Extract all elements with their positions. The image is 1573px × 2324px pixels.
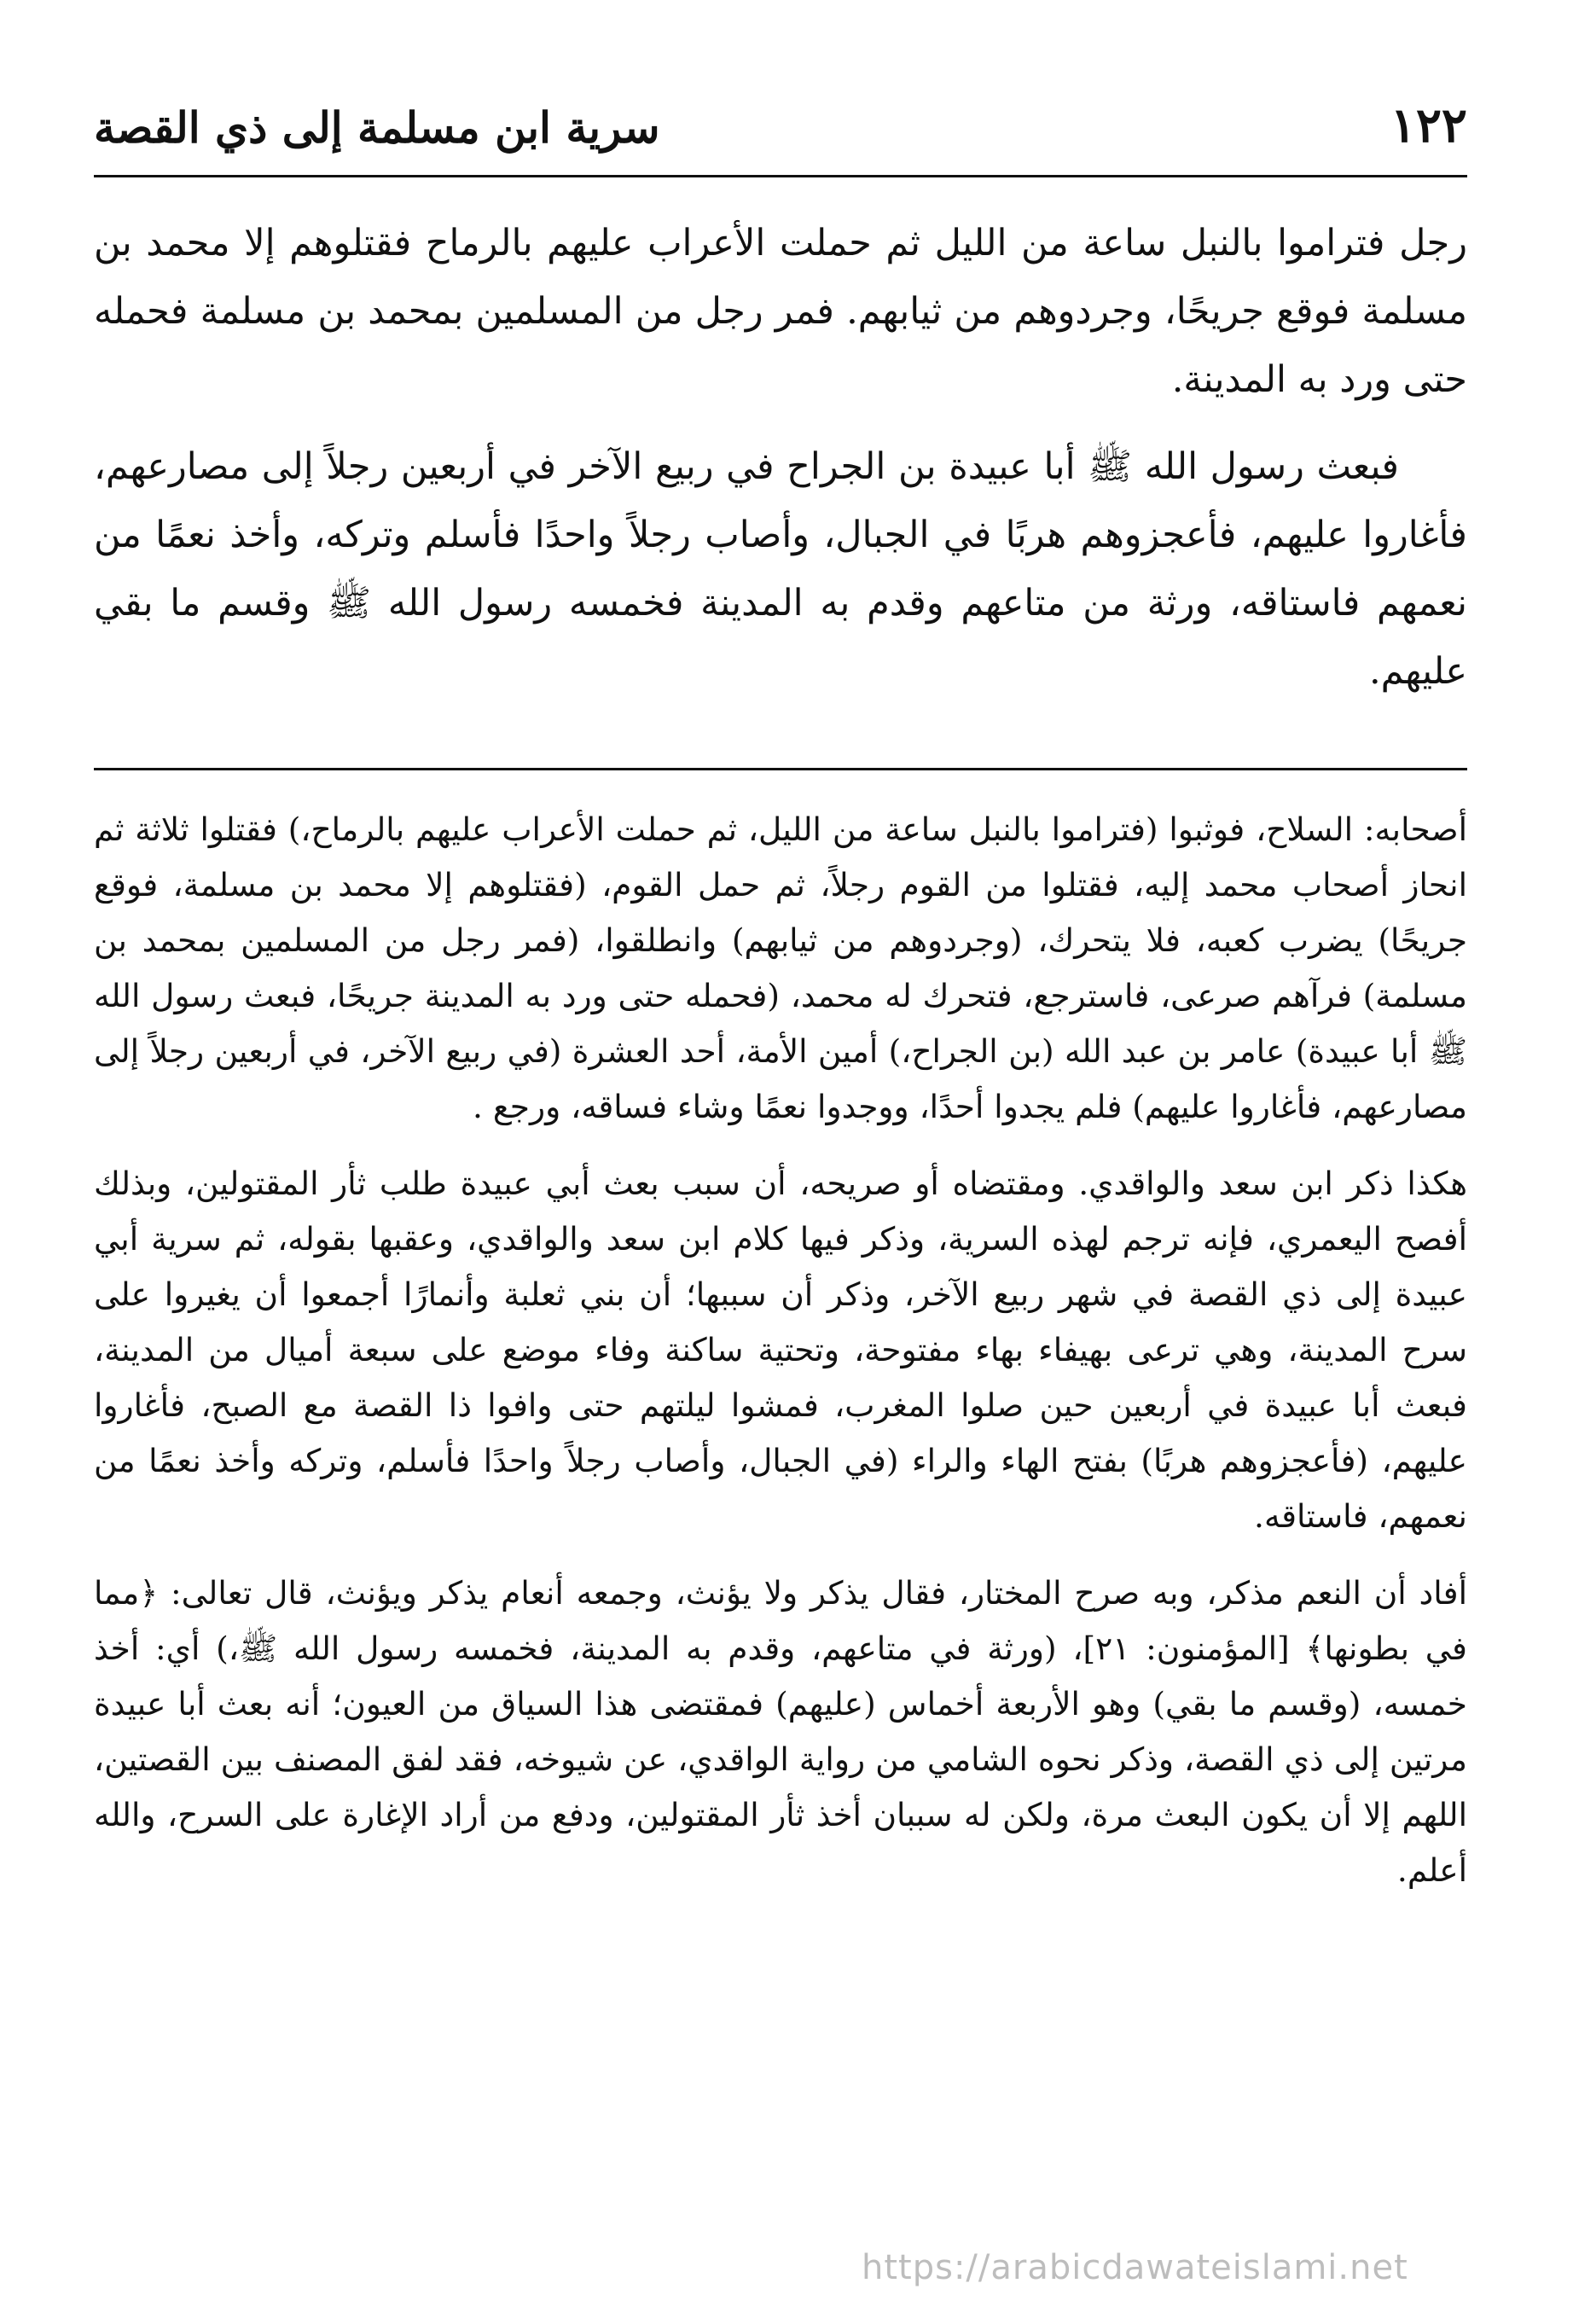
running-title: سرية ابن مسلمة إلى ذي القصة	[94, 102, 660, 153]
main-paragraph: فبعث رسول الله ﷺ أبا عبيدة بن الجراح في ربيع الآخر في أربعين رجلاً إلى مصارعهم، فأغاروا عليهم، فأعجزوهم هربًا في الجبال، وأصاب رجلاً واحدًا فأسلم وتركه، وأخذ نعمًا من نعمهم فاستاقه، ورثة من متاعهم وقدم به المدينة فخمسه رسول الله ﷺ وقسم ما بقي عليهم.	[94, 445, 1467, 693]
header-divider	[94, 175, 1467, 177]
page-header	[94, 81, 1467, 154]
commentary-divider	[94, 768, 1467, 770]
commentary-paragraph: أفاد أن النعم مذكر، وبه صرح المختار، فقال يذكر ولا يؤنث، وجمعه أنعام يذكر ويؤنث، قال تعالى: ﴿مما في بطونها﴾ [المؤمنون: ٢١]، (ورثة في متاعهم، وقدم به المدينة، فخمسه رسول الله ﷺ،) أي: أخذ خمسه، (وقسم ما بقي) وهو الأربعة أخماس (عليهم) فمقتضى هذا السياق من العيون؛ أنه بعث أبا عبيدة مرتين إلى ذي القصة، وذكر نحوه الشامي من رواية الواقدي، عن شيوخه، فقد لفق المصنف بين القصتين، اللهم إلا أن يكون البعث مرة، ولكن له سببان أخذ ثأر المقتولين، ودفع من أراد الإغارة على السرح، والله أعلم.	[94, 1574, 1467, 1889]
commentary-paragraph: أصحابه: السلاح، فوثبوا (فتراموا بالنبل ساعة من الليل، ثم حملت الأعراب عليهم بالرماح،) فقتلوا ثلاثة ثم انحاز أصحاب محمد إليه، فقتلوا من القوم رجلاً، ثم حمل القوم، (فقتلوهم إلا محمد بن مسلمة، فوقع جريحًا) يضرب كعبه، فلا يتحرك، (وجردوهم من ثيابهم) وانطلقوا، (فمر رجل من المسلمين بمحمد بن مسلمة) فرآهم صرعى، فاسترجع، فتحرك له محمد، (فحمله حتى ورد به المدينة جريحًا، فبعث رسول الله ﷺ أبا عبيدة) عامر بن عبد الله (بن الجراح،) أمين الأمة، أحد العشرة (في ربيع الآخر، في أربعين رجلاً إلى مصارعهم، فأغاروا عليهم) فلم يجدوا أحدًا، ووجدوا نعمًا وشاء فساقه، ورجع .	[94, 810, 1467, 1125]
commentary-paragraph: هكذا ذكر ابن سعد والواقدي. ومقتضاه أو صريحه، أن سبب بعث أبي عبيدة طلب ثأر المقتولين، وبذلك أفصح اليعمري، فإنه ترجم لهذه السرية، وذكر فيها كلام ابن سعد والواقدي، وعقبها بقوله، ثم سرية أبي عبيدة إلى ذي القصة في شهر ربيع الآخر، وذكر أن سببها؛ أن بني ثعلبة وأنمارًا أجمعوا أن يغيروا على سرح المدينة، وهي ترعى بهيفاء بهاء مفتوحة، وتحتية ساكنة وفاء موضع على سبعة أميال من المدينة، فبعث أبا عبيدة في أربعين حين صلوا المغرب، فمشوا ليلتهم حتى وافوا ذا القصة مع الصبح، فأغاروا عليهم، (فأعجزوهم هربًا) بفتح الهاء والراء (في الجبال، وأصاب رجلاً واحدًا فأسلم، وتركه وأخذ نعمًا من نعمهم، فاستاقه.	[94, 1165, 1467, 1535]
page-number: ١٢٢	[1390, 97, 1467, 154]
commentary-text	[94, 802, 1467, 1920]
main-text	[94, 209, 1467, 724]
main-paragraph: رجل فتراموا بالنبل ساعة من الليل ثم حملت الأعراب عليهم بالرماح فقتلوهم إلا محمد بن مسلمة فوقع جريحًا، وجردوهم من ثيابهم. فمر رجل من المسلمين بمحمد بن مسلمة فحمله حتى ورد به المدينة.	[94, 222, 1467, 401]
watermark-url: https://arabicdawateislami.net	[862, 2248, 1408, 2287]
